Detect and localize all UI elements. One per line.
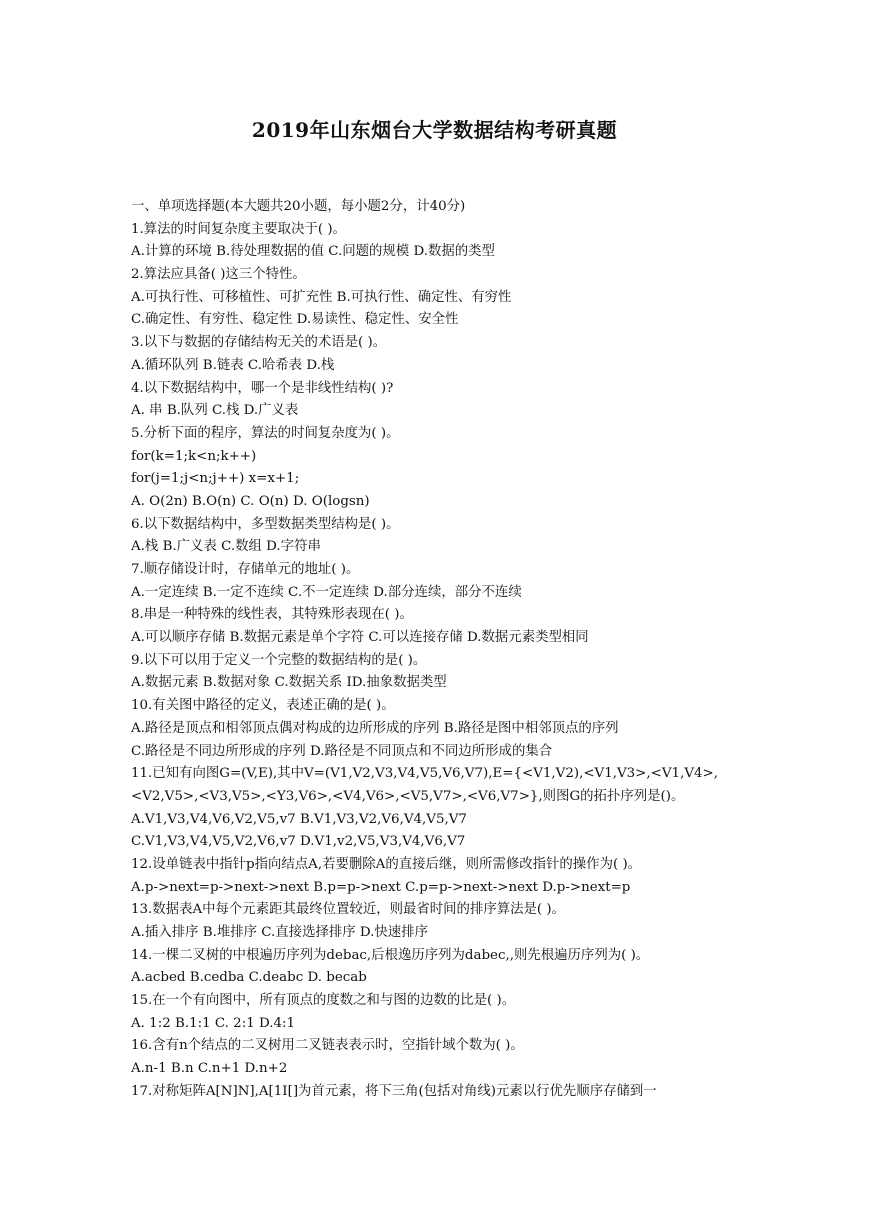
text-line: 16.含有n个结点的二叉树用二叉链表表示时，空指针域个数为( )。 [131, 1038, 524, 1054]
text-line: 一、单项选择题(本大题共20小题，每小题2分，计40分) [131, 199, 466, 214]
text-line: A.栈 B.广义表 C.数组 D.字符串 [131, 539, 321, 555]
document-title: 2019年山东烟台大学数据结构考研真题 [251, 118, 618, 142]
text-line: A.n-1 B.n C.n+1 D.n+2 [131, 1061, 288, 1077]
text-line: 12.设单链表中指针p指向结点A,若要删除A的直接后继，则所需修改指针的操作为( )。 [131, 856, 642, 872]
text-line: A.插入排序 B.堆排序 C.直接选择排序 D.快速排序 [131, 925, 428, 940]
text-line: 11.已知有向图G=(V,E),其中V=(V1,V2,V3,V4,V5,V6,V7),E={<V1,V2),<V1,V3>,<V1,V4>, [131, 766, 718, 782]
text-line: A.可执行性、可移植性、可扩充性 B.可执行性、确定性、有穷性 [131, 289, 512, 305]
text-line: A. O(2n) B.O(n) C. O(n) D. O(logsn) [131, 493, 370, 509]
text-line: C.确定性、有穷性、稳定性 D.易读性、稳定性、安全性 [131, 312, 459, 328]
text-line: 14.一棵二叉树的中根遍历序列为debac,后根逸历序列为dabec,,则先根遍历序列为( )。 [131, 947, 650, 963]
text-line: 13.数据表A中每个元素距其最终位置较近，则最省时间的排序算法是( )。 [131, 902, 565, 918]
text-line: 5.分析下面的程序，算法的时间复杂度为( )。 [131, 425, 400, 441]
text-line: <V2,V5>,<V3,V5>,<Y3,V6>,<V4,V6>,<V5,V7>,<V6,V7>},则图G的拓扑序列是()。 [131, 788, 685, 804]
text-line: A.可以顺序存储 B.数据元素是单个字符 C.可以连接存储 D.数据元素类型相同 [131, 630, 589, 646]
text-line: A.p->next=p->next->next B.p=p->next C.p=p->next->next D.p->next=p [131, 879, 631, 895]
text-line: 9.以下可以用于定义一个完整的数据结构的是( )。 [131, 652, 427, 668]
document-body [131, 196, 851, 1104]
text-line: C.V1,V3,V4,V5,V2,V6,v7 D.V1,v2,V5,V3,V4,V6,V7 [131, 834, 466, 850]
text-line: A.数据元素 B.数据对象 C.数据关系 ID.抽象数据类型 [131, 675, 447, 691]
text-line: 3.以下与数据的存储结构无关的术语是( )。 [131, 335, 387, 351]
text-line: A.循环队列 B.链表 C.哈希表 D.栈 [131, 357, 335, 373]
text-line: 2.算法应具备( )这三个特性。 [131, 267, 306, 283]
text-line: A.路径是顶点和相邻顶点偶对构成的边所形成的序列 B.路径是图中相邻顶点的序列 [131, 720, 619, 736]
text-line: A. 1:2 B.1:1 C. 2:1 D.4:1 [131, 1015, 296, 1031]
text-line: 7.顺存储设计时，存储单元的地址( )。 [131, 562, 360, 577]
text-line: A.计算的环境 B.待处理数据的值 C.问题的规模 D.数据的类型 [131, 244, 495, 260]
text-line: 6.以下数据结构中，多型数据类型结构是( )。 [131, 516, 400, 532]
text-line: for(j=1;j<n;j++) x=x+1; [131, 471, 300, 487]
text-line: 4.以下数据结构中，哪一个是非线性结构( )? [131, 380, 394, 396]
text-line: A. 串 B.队列 C.栈 D.广义表 [131, 403, 299, 419]
text-line: 1.算法的时间复杂度主要取决于( )。 [131, 221, 346, 237]
text-line: for(k=1;k<n;k++) [131, 448, 257, 464]
text-line: 8.串是一种特殊的线性表，其特殊形表现在( )。 [131, 607, 413, 623]
text-line: 10.有关图中路径的定义，表述正确的是( )。 [131, 698, 395, 714]
text-line: C.路径是不同边所形成的序列 D.路径是不同顶点和不同边所形成的集合 [131, 743, 553, 759]
text-line: A.acbed B.cedba C.deabc D. becab [131, 970, 367, 986]
text-line: A.V1,V3,V4,V6,V2,V5,v7 B.V1,V3,V2,V6,V4,V5,V7 [131, 811, 467, 827]
text-line: A.一定连续 B.一定不连续 C.不一定连续 D.部分连续，部分不连续 [131, 584, 522, 600]
text-line: 17.对称矩阵A[N]N],A[1I[]为首元素，将下三角(包括对角线)元素以行优先顺序存储到一 [131, 1083, 657, 1099]
text-line: 15.在一个有向图中，所有顶点的度数之和与图的边数的比是( )。 [131, 993, 516, 1009]
